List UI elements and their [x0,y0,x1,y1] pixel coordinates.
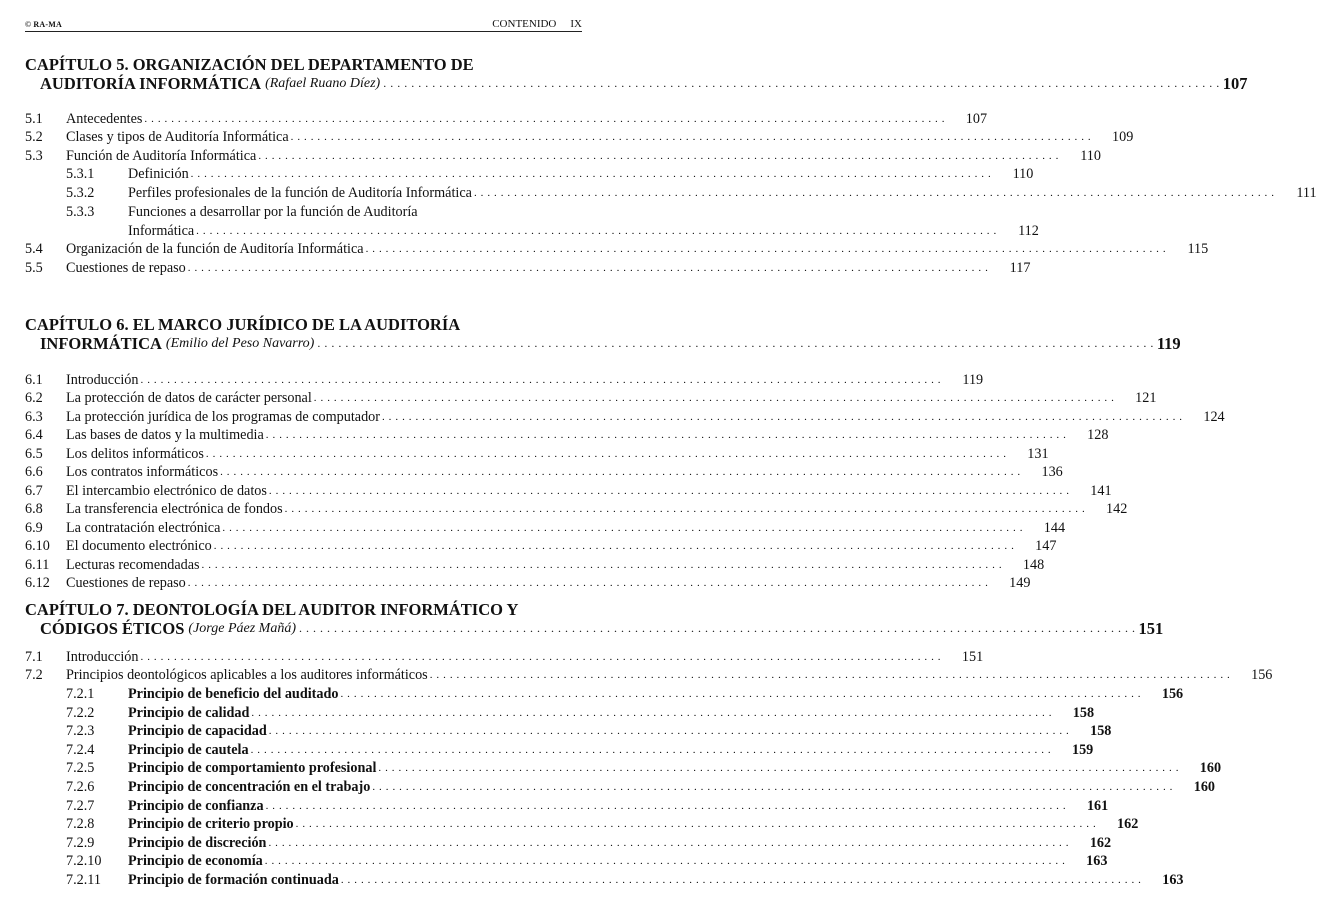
chapter-title-cont: INFORMÁTICA [40,334,162,353]
section-page: 124 [1203,409,1225,425]
section-number: 5.1 [25,111,43,127]
dot-leader: . . . . . . . . . . . . . . . . . . . . . . . . . . . . . . . . . . . . . . . . . . . . . . . . . . . . . . . . . . . . . . . . . . . . . . . . . . . . . . . . . . . . . . . . . . . . . . . . . . . . . . . . . . . . . . . . . . . . . . . . [187,262,989,274]
section-title: La protección jurídica de los programas de computador [66,409,380,425]
section-page [1220,203,1262,221]
section-number: 7.2.5 [66,760,95,776]
dot-leader: . . . . . . . . . . . . . . . . . . . . . . . . . . . . . . . . . . . . . . . . . . . . . . . . . . . . . . . . . . . . . . . . . . . . . . . . . . . . . . . . . . . . . . . . . . . . . . . . . . . . . . . . . . . . . . . . . . . . . . . . [268,485,1070,497]
dot-leader: . . . . . . . . . . . . . . . . . . . . . . . . . . . . . . . . . . . . . . . . . . . . . . . . . . . . . . . . . . . . . . . . . . . . . . . . . . . . . . . . . . . . . . . . . . . . . . . . . . . . . . . . . . . . . . . . . . . . . . . . [383,76,1220,90]
dot-leader: . . . . . . . . . . . . . . . . . . . . . . . . . . . . . . . . . . . . . . . . . . . . . . . . . . . . . . . . . . . . . . . . . . . . . . . . . . . . . . . . . . . . . . . . . . . . . . . . . . . . . . . . . . . . . . . . . . . . . . . . [250,744,1052,756]
section-title: Funciones a desarrollar por la función de Auditoría [128,204,418,220]
section-title: Principio de economía [128,853,263,869]
section-number: 6.6 [25,464,43,480]
dot-leader: . . . . . . . . . . . . . . . . . . . . . . . . . . . . . . . . . . . . . . . . . . . . . . . . . . . . . . . . . . . . . . . . . . . . . . . . . . . . . . . . . . . . . . . . . . . . . . . . . . . . . . . . . . . . . . . . . . . . . . . . [140,374,942,386]
section-title: La contratación electrónica [66,520,221,536]
toc-entry[interactable] [25,482,1112,500]
chapter-title-line2 [25,334,1181,353]
section-number: 5.3.3 [66,204,95,220]
section-number: 7.2.1 [66,686,95,702]
section-number: 7.2.6 [66,779,95,795]
section-page: 121 [1135,390,1157,406]
section-page: 142 [1106,501,1128,517]
section-title: Las bases de datos y la multimedia [66,427,264,443]
dot-leader: . . . . . . . . . . . . . . . . . . . . . . . . . . . . . . . . . . . . . . . . . . . . . . . . . . . . . . . . . . . . . . . . . . . . . . . . . . . . . . . . . . . . . . . . . . . . . . . . . . . . . . . . . . . . . . . . . . . . . . . . [187,577,989,589]
chapter-title-line1: CAPÍTULO 7. DEONTOLOGÍA DEL AUDITOR INFORMÁTICO Y [25,600,519,619]
section-number: 7.2.8 [66,816,95,832]
section-number: 6.10 [25,538,50,554]
section-page: 119 [962,372,984,388]
toc-entry[interactable] [25,759,1222,777]
toc-entry[interactable] [25,240,1209,258]
section-page: 148 [1022,557,1045,573]
dot-leader: . . . . . . . . . . . . . . . . . . . . . . . . . . . . . . . . . . . . . . . . . . . . . . . . . . . . . . . . . . . . . . . . . . . . . . . . . . . . . . . . . . . . . . . . . . . . . . . . . . . . . . . . . . . . . . . . . . . . . . . . [365,243,1167,255]
section-page: 147 [1035,538,1057,554]
section-title: Perfiles profesionales de la función de Auditoría Informática [128,185,472,201]
toc-entry[interactable] [25,685,1184,703]
dot-leader: . . . . . . . . . . . . . . . . . . . . . . . . . . . . . . . . . . . . . . . . . . . . . . . . . . . . . . . . . . . . . . . . . . . . . . . . . . . . . . . . . . . . . . . . . . . . . . . . . . . . . . . . . . . . . . . . . . . . . . . . [251,707,1053,719]
toc-entry[interactable] [25,871,1184,889]
section-title: La transferencia electrónica de fondos [66,501,283,517]
section-number: 7.2.3 [66,723,95,739]
section-title: Clases y tipos de Auditoría Informática [66,129,289,145]
section-title: Cuestiones de repaso [66,260,186,276]
chapter-author: (Emilio del Peso Navarro) [165,336,315,351]
dot-leader: . . . . . . . . . . . . . . . . . . . . . . . . . . . . . . . . . . . . . . . . . . . . . . . . . . . . . . . . . . . . . . . . . . . . . . . . . . . . . . . . . . . . . . . . . . . . . . . . . . . . . . . . . . . . . . . . . . . . . . . . [290,131,1092,143]
section-title: Introducción [66,649,139,665]
section-page: 141 [1090,483,1112,499]
section-number: 7.2.11 [66,872,101,888]
dot-leader: . . . . . . . . . . . . . . . . . . . . . . . . . . . . . . . . . . . . . . . . . . . . . . . . . . . . . . . . . . . . . . . . . . . . . . . . . . . . . . . . . . . . . . . . . . . . . . . . . . . . . . . . . . . . . . . . . . . . . . . . [268,837,1070,849]
dot-leader: . . . . . . . . . . . . . . . . . . . . . . . . . . . . . . . . . . . . . . . . . . . . . . . . . . . . . . . . . . . . . . . . . . . . . . . . . . . . . . . . . . . . . . . . . . . . . . . . . . . . . . . . . . . . . . . . . . . . . . . . [298,621,1136,635]
dot-leader: . . . . . . . . . . . . . . . . . . . . . . . . . . . . . . . . . . . . . . . . . . . . . . . . . . . . . . . . . . . . . . . . . . . . . . . . . . . . . . . . . . . . . . . . . . . . . . . . . . . . . . . . . . . . . . . . . . . . . . . . [264,855,1066,867]
chapter-author: (Rafael Ruano Díez) [265,76,381,91]
section-page: 112 [1018,223,1039,239]
chapter-title-cont: CÓDIGOS ÉTICOS [40,619,185,638]
dot-leader: . . . . . . . . . . . . . . . . . . . . . . . . . . . . . . . . . . . . . . . . . . . . . . . . . . . . . . . . . . . . . . . . . . . . . . . . . . . . . . . . . . . . . . . . . . . . . . . . . . . . . . . . . . . . . . . . . . . . . . . . [378,762,1180,774]
dot-leader: . . . . . . . . . . . . . . . . . . . . . . . . . . . . . . . . . . . . . . . . . . . . . . . . . . . . . . . . . . . . . . . . . . . . . . . . . . . . . . . . . . . . . . . . . . . . . . . . . . . . . . . . . . . . . . . . . . . . . . . . [317,336,1154,350]
section-number: 7.2.7 [66,798,95,814]
dot-leader: . . . . . . . . . . . . . . . . . . . . . . . . . . . . . . . . . . . . . . . . . . . . . . . . . . . . . . . . . . . . . . . . . . . . . . . . . . . . . . . . . . . . . . . . . . . . . . . . . . . . . . . . . . . . . . . . . . . . . . . . [429,669,1231,681]
dot-leader: . . . . . . . . . . . . . . . . . . . . . . . . . . . . . . . . . . . . . . . . . . . . . . . . . . . . . . . . . . . . . . . . . . . . . . . . . . . . . . . . . . . . . . . . . . . . . . . . . . . . . . . . . . . . . . . . . . . . . . . . [265,800,1067,812]
toc-entry[interactable] [25,852,1108,870]
toc-entry[interactable] [25,834,1112,852]
section-title: Principio de concentración en el trabajo [128,779,371,795]
section-number: 5.2 [25,129,43,145]
section-page: 136 [1041,464,1063,480]
section-page: 156 [1161,686,1184,702]
section-title: Organización de la función de Auditoría Informática [66,241,364,257]
toc-entry[interactable] [25,389,1157,407]
section-page: 163 [1086,853,1108,869]
section-number: 5.3.2 [66,185,95,201]
toc-entry[interactable] [25,463,1063,481]
section-number: 7.2 [25,667,43,683]
dot-leader: . . . . . . . . . . . . . . . . . . . . . . . . . . . . . . . . . . . . . . . . . . . . . . . . . . . . . . . . . . . . . . . . . . . . . . . . . . . . . . . . . . . . . . . . . . . . . . . . . . . . . . . . . . . . . . . . . . . . . . . . [313,392,1115,404]
section-title: Los contratos informáticos [66,464,219,480]
section-page: 151 [961,649,984,665]
section-number: 6.5 [25,446,43,462]
dot-leader: . . . . . . . . . . . . . . . . . . . . . . . . . . . . . . . . . . . . . . . . . . . . . . . . . . . . . . . . . . . . . . . . . . . . . . . . . . . . . . . . . . . . . . . . . . . . . . . . . . . . . . . . . . . . . . . . . . . . . . . . [144,113,946,125]
toc-entry[interactable] [25,165,1034,183]
toc-entry[interactable] [25,128,1134,146]
chapter-heading[interactable] [25,55,1248,93]
chapter-title-line1: CAPÍTULO 5. ORGANIZACIÓN DEL DEPARTAMENTO DE [25,55,474,74]
section-title: Principio de criterio propio [128,816,294,832]
dot-leader: . . . . . . . . . . . . . . . . . . . . . . . . . . . . . . . . . . . . . . . . . . . . . . . . . . . . . . . . . . . . . . . . . . . . . . . . . . . . . . . . . . . . . . . . . . . . . . . . . . . . . . . . . . . . . . . . . . . . . . . . [284,503,1086,515]
section-number: 6.7 [25,483,43,499]
toc-entry[interactable] [25,203,582,221]
dot-leader: . . . . . . . . . . . . . . . . . . . . . . . . . . . . . . . . . . . . . . . . . . . . . . . . . . . . . . . . . . . . . . . . . . . . . . . . . . . . . . . . . . . . . . . . . . . . . . . . . . . . . . . . . . . . . . . . . . . . . . . . [213,540,1015,552]
section-title: Principio de cautela [128,742,249,758]
chapter-heading[interactable] [25,315,1181,353]
section-title: Lecturas recomendadas [66,557,200,573]
toc-entry[interactable] [25,445,1049,463]
section-title: Los delitos informáticos [66,446,204,462]
section-title: Principio de capacidad [128,723,267,739]
section-page: 144 [1043,520,1066,536]
section-page: 107 [965,111,988,127]
page-number: IX [570,18,582,30]
section-page: 131 [1027,446,1049,462]
section-page: 149 [1009,575,1031,591]
running-head-right [492,18,582,30]
section-title: La protección de datos de carácter personal [66,390,312,406]
dot-leader: . . . . . . . . . . . . . . . . . . . . . . . . . . . . . . . . . . . . . . . . . . . . . . . . . . . . . . . . . . . . . . . . . . . . . . . . . . . . . . . . . . . . . . . . . . . . . . . . . . . . . . . . . . . . . . . . . . . . . . . . [140,651,942,663]
section-title: Principio de formación continuada [128,872,339,888]
section-number: 6.11 [25,557,50,573]
section-page: 159 [1071,742,1094,758]
section-title: Principio de comportamiento profesional [128,760,377,776]
dot-leader: . . . . . . . . . . . . . . . . . . . . . . . . . . . . . . . . . . . . . . . . . . . . . . . . . . . . . . . . . . . . . . . . . . . . . . . . . . . . . . . . . . . . . . . . . . . . . . . . . . . . . . . . . . . . . . . . . . . . . . . . [196,225,997,237]
dot-leader: . . . . . . . . . . . . . . . . . . . . . . . . . . . . . . . . . . . . . . . . . . . . . . . . . . . . . . . . . . . . . . . . . . . . . . . . . . . . . . . . . . . . . . . . . . . . . . . . . . . . . . . . . . . . . . . . . . . . . . . . [295,818,1097,830]
toc-entry[interactable] [25,519,1066,537]
chapter-page: 151 [1138,619,1164,638]
section-number [66,222,128,240]
chapter-title-line2 [25,619,1164,638]
section-number: 5.5 [25,260,43,276]
section-title: Función de Auditoría Informática [66,148,257,164]
toc-entry[interactable] [25,666,1273,684]
toc-entry[interactable] [25,408,1225,426]
toc-entry[interactable] [25,815,1139,833]
running-head [25,14,582,32]
toc-entry[interactable] [25,426,1109,444]
chapter-page: 119 [1156,334,1181,353]
section-number: 7.2.4 [66,742,95,758]
dot-leader: . . . . . . . . . . . . . . . . . . . . . . . . . . . . . . . . . . . . . . . . . . . . . . . . . . . . . . . . . . . . . . . . . . . . . . . . . . . . . . . . . . . . . . . . . . . . . . . . . . . . . . . . . . . . . . . . . . . . . . . . [220,466,1021,478]
section-page: 111 [1296,185,1317,201]
toc-entry[interactable] [25,147,1101,165]
toc-entry[interactable] [25,184,1317,202]
section-page: 158 [1072,705,1095,721]
toc-entry[interactable] [25,556,1045,574]
section-number: 6.8 [25,501,43,517]
section-title: Principio de confianza [128,798,264,814]
section-page: 162 [1117,816,1139,832]
dot-leader: . . . . . . . . . . . . . . . . . . . . . . . . . . . . . . . . . . . . . . . . . . . . . . . . . . . . . . . . . . . . . . . . . . . . . . . . . . . . . . . . . . . . . . . . . . . . . . . . . . . . . . . . . . . . . . . . . . . . . . . . [268,725,1070,737]
dot-leader: . . . . . . . . . . . . . . . . . . . . . . . . . . . . . . . . . . . . . . . . . . . . . . . . . . . . . . . . . . . . . . . . . . . . . . . . . . . . . . . . . . . . . . . . . . . . . . . . . . . . . . . . . . . . . . . . . . . . . . . . [201,559,1003,571]
section-number: 7.2.9 [66,835,95,851]
section-page: 161 [1086,798,1109,814]
chapter-title-line2 [25,74,1248,93]
section-number: 6.3 [25,409,43,425]
section-number: 7.2.2 [66,705,95,721]
toc-entry[interactable] [25,797,1109,815]
section-title: Principio de discreción [128,835,267,851]
dot-leader: . . . . . . . . . . . . . . . . . . . . . . . . . . . . . . . . . . . . . . . . . . . . . . . . . . . . . . . . . . . . . . . . . . . . . . . . . . . . . . . . . . . . . . . . . . . . . . . . . . . . . . . . . . . . . . . . . . . . . . . . [473,187,1275,199]
section-title: Antecedentes [66,111,143,127]
section-number: 6.4 [25,427,43,443]
dot-leader: . . . . . . . . . . . . . . . . . . . . . . . . . . . . . . . . . . . . . . . . . . . . . . . . . . . . . . . . . . . . . . . . . . . . . . . . . . . . . . . . . . . . . . . . . . . . . . . . . . . . . . . . . . . . . . . . . . . . . . . . [340,874,1142,886]
chapter-heading[interactable] [25,600,1164,638]
section-number: 5.3 [25,148,43,164]
section-title: Principios deontológicos aplicables a los auditores informáticos [66,667,428,683]
section-title: Principio de calidad [128,705,250,721]
section-title: Principio de beneficio del auditado [128,686,339,702]
section-number: 7.1 [25,649,43,665]
toc-entry[interactable] [25,648,984,666]
section-number: 6.2 [25,390,43,406]
section-page: 158 [1090,723,1112,739]
toc-entry[interactable] [25,537,1057,555]
section-page: 160 [1193,779,1215,795]
dot-leader: . . . . . . . . . . . . . . . . . . . . . . . . . . . . . . . . . . . . . . . . . . . . . . . . . . . . . . . . . . . . . . . . . . . . . . . . . . . . . . . . . . . . . . . . . . . . . . . . . . . . . . . . . . . . . . . . . . . . . . . . [372,781,1173,793]
section-page: 162 [1089,835,1112,851]
section-number: 5.3.1 [66,166,95,182]
toc-entry[interactable] [25,500,1128,518]
dot-leader: . . . . . . . . . . . . . . . . . . . . . . . . . . . . . . . . . . . . . . . . . . . . . . . . . . . . . . . . . . . . . . . . . . . . . . . . . . . . . . . . . . . . . . . . . . . . . . . . . . . . . . . . . . . . . . . . . . . . . . . . [222,522,1024,534]
section-name: CONTENIDO [492,18,557,30]
dot-leader: . . . . . . . . . . . . . . . . . . . . . . . . . . . . . . . . . . . . . . . . . . . . . . . . . . . . . . . . . . . . . . . . . . . . . . . . . . . . . . . . . . . . . . . . . . . . . . . . . . . . . . . . . . . . . . . . . . . . . . . . [205,448,1007,460]
toc-entry[interactable] [25,778,1215,796]
section-title: Informática [128,223,195,239]
toc-entry[interactable] [25,722,1112,740]
toc-entry[interactable] [25,704,1095,722]
section-page: 128 [1087,427,1109,443]
toc-entry[interactable] [25,741,1094,759]
chapter-title-cont: AUDITORÍA INFORMÁTICA [40,74,262,93]
section-page: 163 [1162,872,1184,888]
toc-entry[interactable] [25,222,1039,240]
section-number: 6.12 [25,575,50,591]
publisher-mark: © RA-MA [25,20,62,29]
dot-leader: . . . . . . . . . . . . . . . . . . . . . . . . . . . . . . . . . . . . . . . . . . . . . . . . . . . . . . . . . . . . . . . . . . . . . . . . . . . . . . . . . . . . . . . . . . . . . . . . . . . . . . . . . . . . . . . . . . . . . . . . [265,429,1067,441]
toc-entry[interactable] [25,574,1031,592]
section-title: Definición [128,166,189,182]
section-page: 109 [1112,129,1134,145]
section-number: 6.9 [25,520,43,536]
toc-entry[interactable] [25,371,984,389]
section-title: El documento electrónico [66,538,212,554]
chapter-title-line1: CAPÍTULO 6. EL MARCO JURÍDICO DE LA AUDITORÍA [25,315,461,334]
toc-entry[interactable] [25,110,988,128]
section-number: 7.2.10 [66,853,102,869]
dot-leader: . . . . . . . . . . . . . . . . . . . . . . . . . . . . . . . . . . . . . . . . . . . . . . . . . . . . . . . . . . . . . . . . . . . . . . . . . . . . . . . . . . . . . . . . . . . . . . . . . . . . . . . . . . . . . . . . . . . . . . . . [381,411,1183,423]
toc-entry[interactable] [25,259,1031,277]
section-title: Introducción [66,372,139,388]
section-number: 6.1 [25,372,43,388]
section-page: 117 [1009,260,1031,276]
section-page: 156 [1251,667,1273,683]
dot-leader: . . . . . . . . . . . . . . . . . . . . . . . . . . . . . . . . . . . . . . . . . . . . . . . . . . . . . . . . . . . . . . . . . . . . . . . . . . . . . . . . . . . . . . . . . . . . . . . . . . . . . . . . . . . . . . . . . . . . . . . . [190,168,992,180]
section-title: El intercambio electrónico de datos [66,483,267,499]
section-page: 160 [1199,760,1222,776]
section-page: 115 [1187,241,1209,257]
dot-leader: . . . . . . . . . . . . . . . . . . . . . . . . . . . . . . . . . . . . . . . . . . . . . . . . . . . . . . . . . . . . . . . . . . . . . . . . . . . . . . . . . . . . . . . . . . . . . . . . . . . . . . . . . . . . . . . . . . . . . . . . [340,688,1142,700]
section-title: Cuestiones de repaso [66,575,186,591]
section-page: 110 [1012,166,1034,182]
chapter-author: (Jorge Páez Mañá) [188,621,296,636]
section-number: 5.4 [25,241,43,257]
section-page: 110 [1080,148,1101,164]
chapter-page: 107 [1222,74,1248,93]
dot-leader: . . . . . . . . . . . . . . . . . . . . . . . . . . . . . . . . . . . . . . . . . . . . . . . . . . . . . . . . . . . . . . . . . . . . . . . . . . . . . . . . . . . . . . . . . . . . . . . . . . . . . . . . . . . . . . . . . . . . . . . . [258,150,1059,162]
